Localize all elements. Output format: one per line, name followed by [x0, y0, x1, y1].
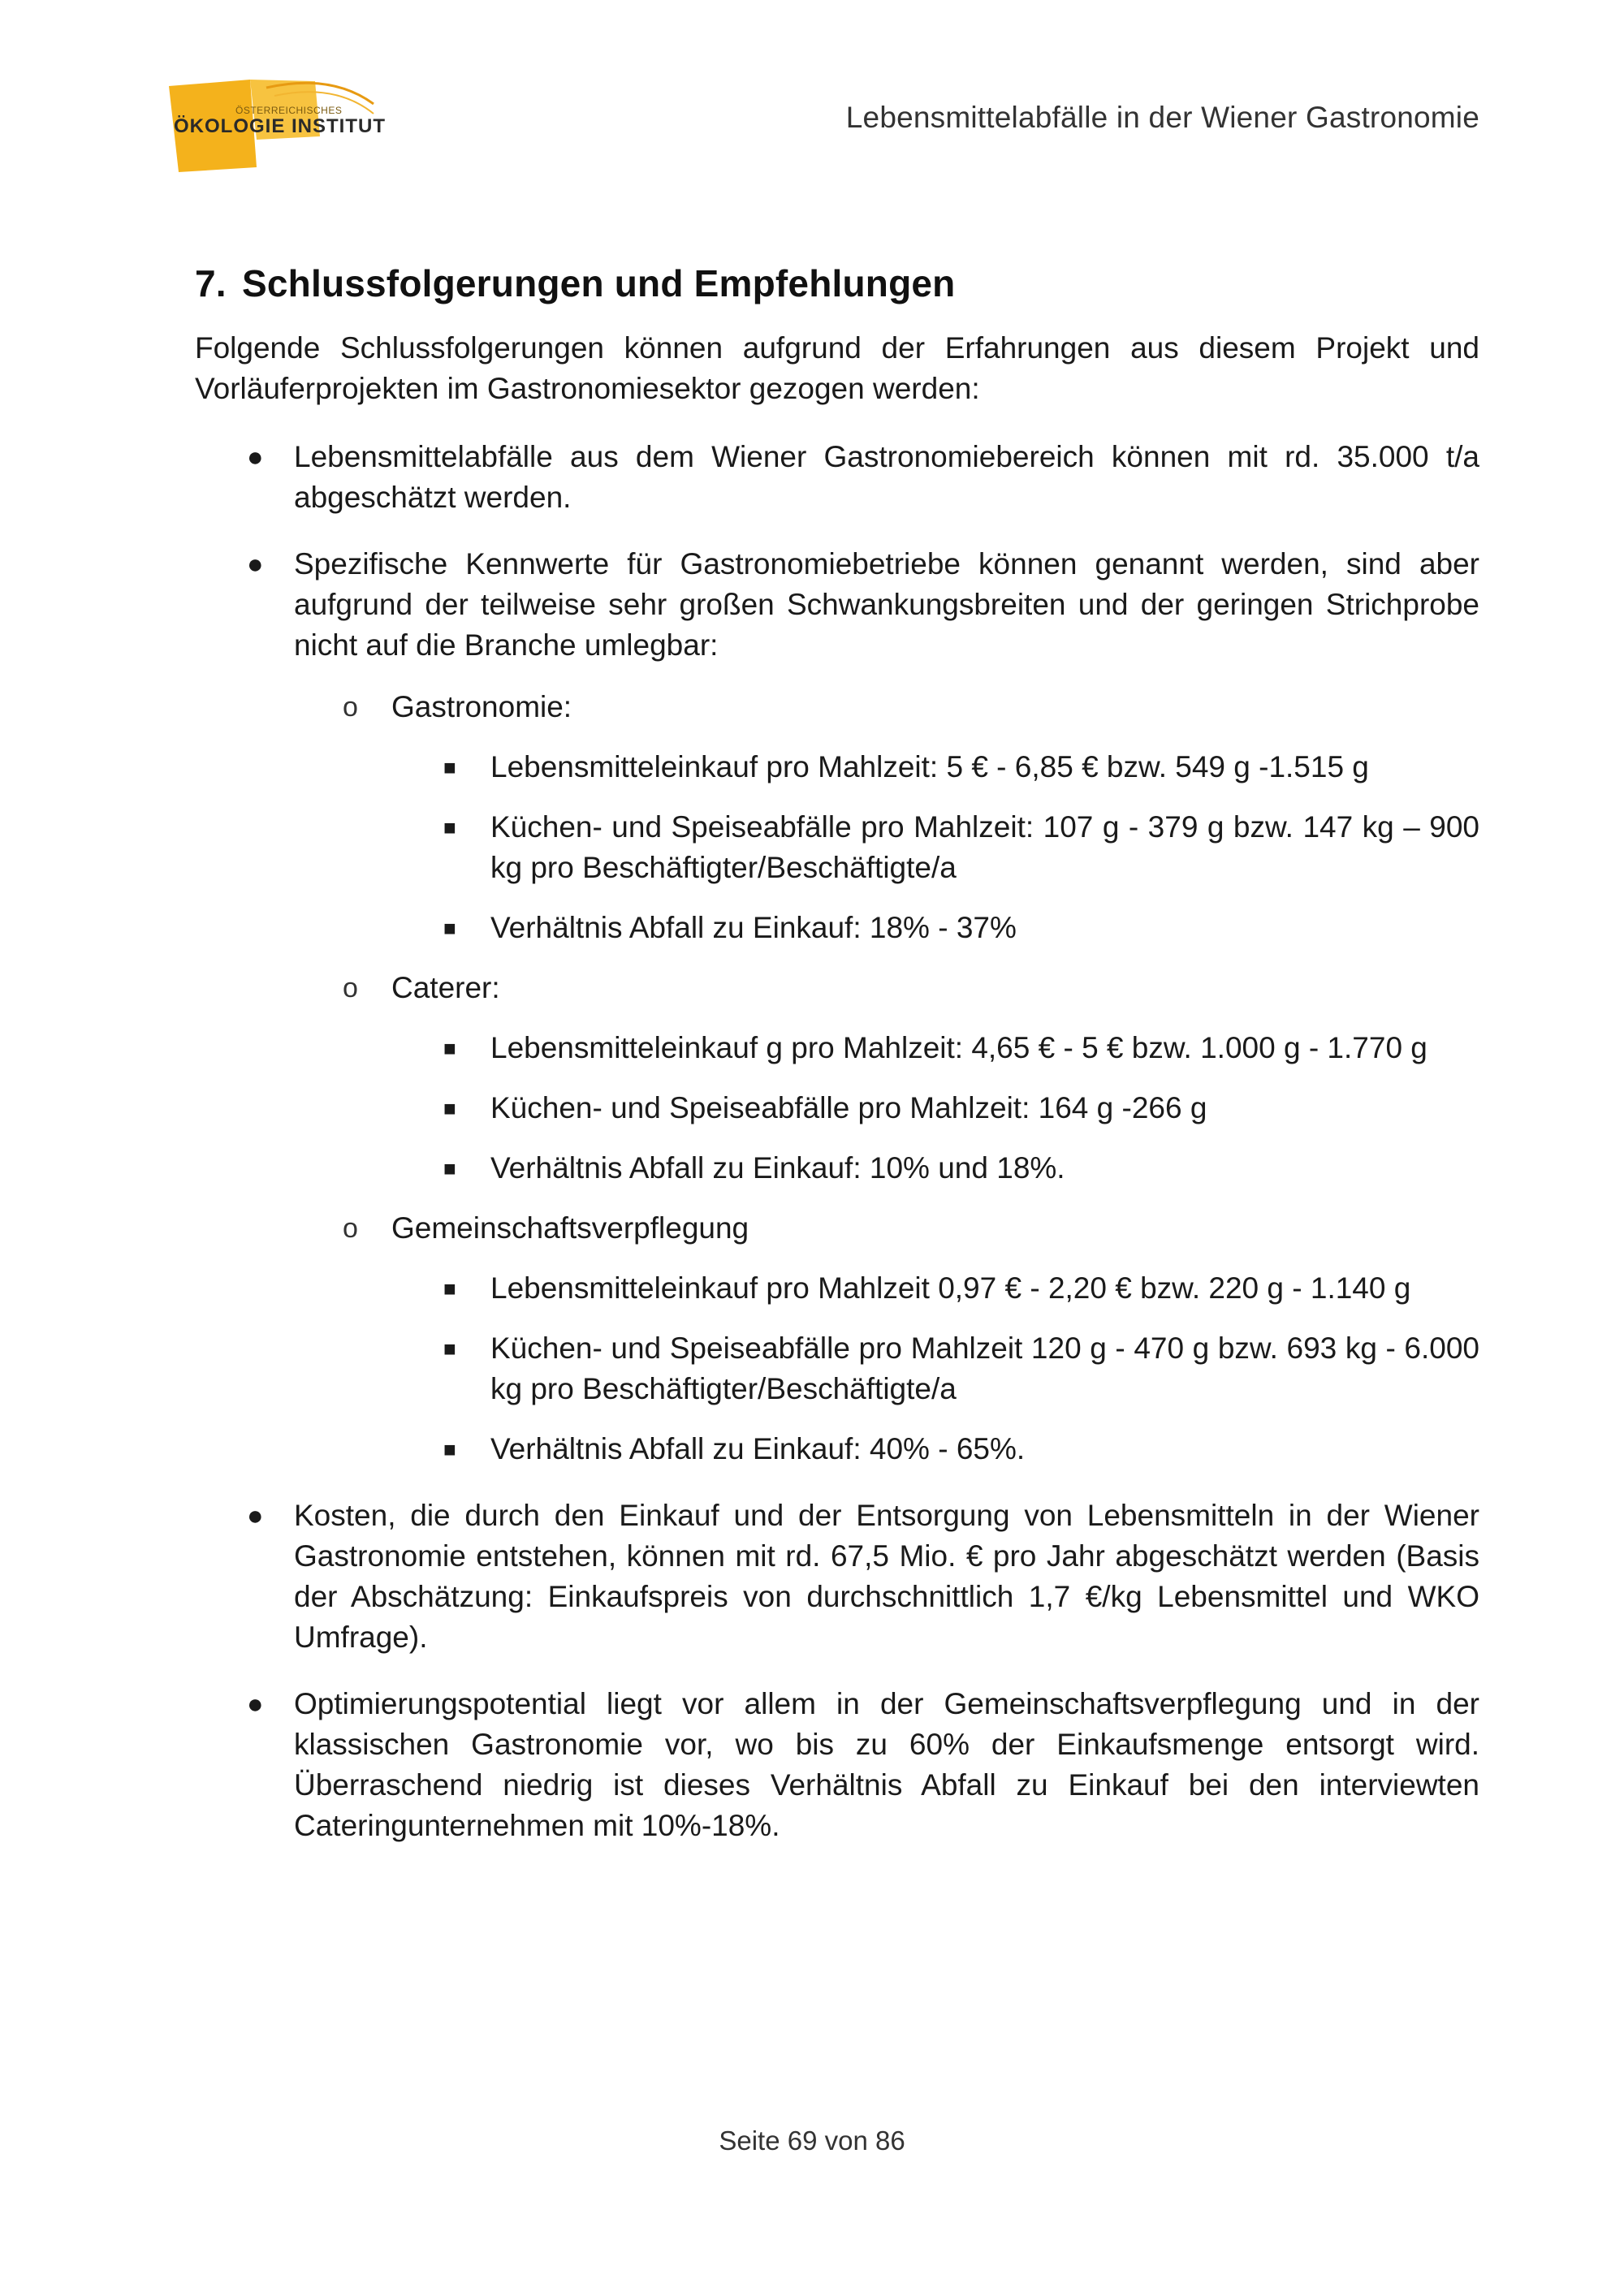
- square-bullet-icon: ■: [443, 916, 456, 940]
- bullet-text: Optimierungspotential liegt vor allem in der Gemeinschaftsverpflegung und in der klassischen Gastronomie vor, wo bis zu 60% der Einkaufsmenge entsorgt wird. Überraschend niedrig ist dieses Verhältnis Abfall zu Einkauf bei den interviewten Cateringunternehmen mit 10%-18%.: [294, 1687, 1479, 1842]
- bullet-text: Kosten, die durch den Einkauf und der Entsorgung von Lebensmitteln in der Wiener Gastronomie entstehen, können mit rd. 67,5 Mio. € pro Jahr abgeschätzt werden (Basis der Abschätzung: Einkaufspreis von durchschnittlich 1,7 €/kg Lebensmittel und WKO Umfrage).: [294, 1499, 1479, 1654]
- metric-text: Lebensmitteleinkauf g pro Mahlzeit: 4,65 € - 5 € bzw. 1.000 g - 1.770 g: [490, 1031, 1427, 1064]
- page-number: Seite 69 von 86: [719, 2126, 905, 2156]
- metric-text: Verhältnis Abfall zu Einkauf: 18% - 37%: [490, 911, 1017, 944]
- bullet-icon: ●: [247, 549, 264, 580]
- metrics-list: [391, 1268, 1479, 1470]
- metric-item: [391, 1088, 1479, 1129]
- square-bullet-icon: ■: [443, 1276, 456, 1301]
- sector-item: [294, 968, 1479, 1189]
- square-bullet-icon: ■: [443, 1156, 456, 1180]
- metric-text: Küchen- und Speiseabfälle pro Mahlzeit: 107 g - 379 g bzw. 147 kg – 900 kg pro Beschäftigter/Beschäftigte/a: [490, 810, 1479, 884]
- logo-line2: ÖKOLOGIE INSTITUT: [174, 115, 386, 137]
- metric-item: [391, 1028, 1479, 1068]
- metric-item: [391, 807, 1479, 888]
- metric-item: [391, 747, 1479, 788]
- circle-bullet-icon: o: [343, 1213, 358, 1244]
- bullet-icon: ●: [247, 442, 264, 473]
- institute-logo: [161, 71, 412, 175]
- section-number: 7.: [195, 262, 227, 304]
- intro-paragraph: Folgende Schlussfolgerungen können aufgrund der Erfahrungen aus diesem Projekt und Vorläuferprojekten im Gastronomiesektor gezogen werden:: [195, 331, 1479, 405]
- square-bullet-icon: ■: [443, 1036, 456, 1060]
- metric-text: Lebensmitteleinkauf pro Mahlzeit 0,97 € - 2,20 € bzw. 220 g - 1.140 g: [490, 1271, 1411, 1305]
- metric-item: [391, 1328, 1479, 1409]
- list-item: [195, 1684, 1479, 1846]
- sector-label: Gemeinschaftsverpflegung: [391, 1211, 749, 1245]
- metric-item: [391, 908, 1479, 948]
- square-bullet-icon: ■: [443, 1437, 456, 1461]
- metric-item: [391, 1429, 1479, 1470]
- sector-label: Gastronomie:: [391, 690, 572, 723]
- bullet-text: Lebensmittelabfälle aus dem Wiener Gastronomiebereich können mit rd. 35.000 t/a abgeschätzt werden.: [294, 440, 1479, 514]
- main-content: [195, 261, 1479, 1872]
- metric-text: Küchen- und Speiseabfälle pro Mahlzeit 120 g - 470 g bzw. 693 kg - 6.000 kg pro Beschäftigter/Beschäftigte/a: [490, 1331, 1479, 1405]
- logo-line1: ÖSTERREICHISCHES: [235, 105, 343, 116]
- metrics-list: [391, 1028, 1479, 1189]
- sector-item: [294, 687, 1479, 948]
- conclusions-list: [195, 437, 1479, 1846]
- metric-item: [391, 1268, 1479, 1309]
- circle-bullet-icon: o: [343, 692, 358, 723]
- metric-item: [391, 1148, 1479, 1189]
- metric-text: Lebensmitteleinkauf pro Mahlzeit: 5 € - 6,85 € bzw. 549 g -1.515 g: [490, 750, 1369, 783]
- section-heading: [195, 261, 1479, 305]
- square-bullet-icon: ■: [443, 1336, 456, 1361]
- metrics-list: [391, 747, 1479, 948]
- square-bullet-icon: ■: [443, 755, 456, 779]
- list-item: [195, 1495, 1479, 1658]
- list-item: [195, 544, 1479, 1470]
- bullet-text: Spezifische Kennwerte für Gastronomiebetriebe können genannt werden, sind aber aufgrund der teilweise sehr großen Schwankungsbreiten und der geringen Strichprobe nicht auf die Branche umlegbar:: [294, 547, 1479, 662]
- metric-text: Verhältnis Abfall zu Einkauf: 40% - 65%.: [490, 1432, 1026, 1465]
- header-title: Lebensmittelabfälle in der Wiener Gastronomie: [845, 101, 1479, 134]
- sector-item: [294, 1208, 1479, 1470]
- bullet-icon: ●: [247, 1500, 264, 1531]
- bullet-icon: ●: [247, 1689, 264, 1720]
- sector-list: [294, 687, 1479, 1470]
- list-item: [195, 437, 1479, 518]
- square-bullet-icon: ■: [443, 1096, 456, 1120]
- sector-label: Caterer:: [391, 971, 500, 1004]
- circle-bullet-icon: o: [343, 973, 358, 1003]
- square-bullet-icon: ■: [443, 815, 456, 839]
- metric-text: Verhältnis Abfall zu Einkauf: 10% und 18%.: [490, 1151, 1065, 1185]
- metric-text: Küchen- und Speiseabfälle pro Mahlzeit: 164 g -266 g: [490, 1091, 1207, 1124]
- section-title: Schlussfolgerungen und Empfehlungen: [242, 262, 956, 304]
